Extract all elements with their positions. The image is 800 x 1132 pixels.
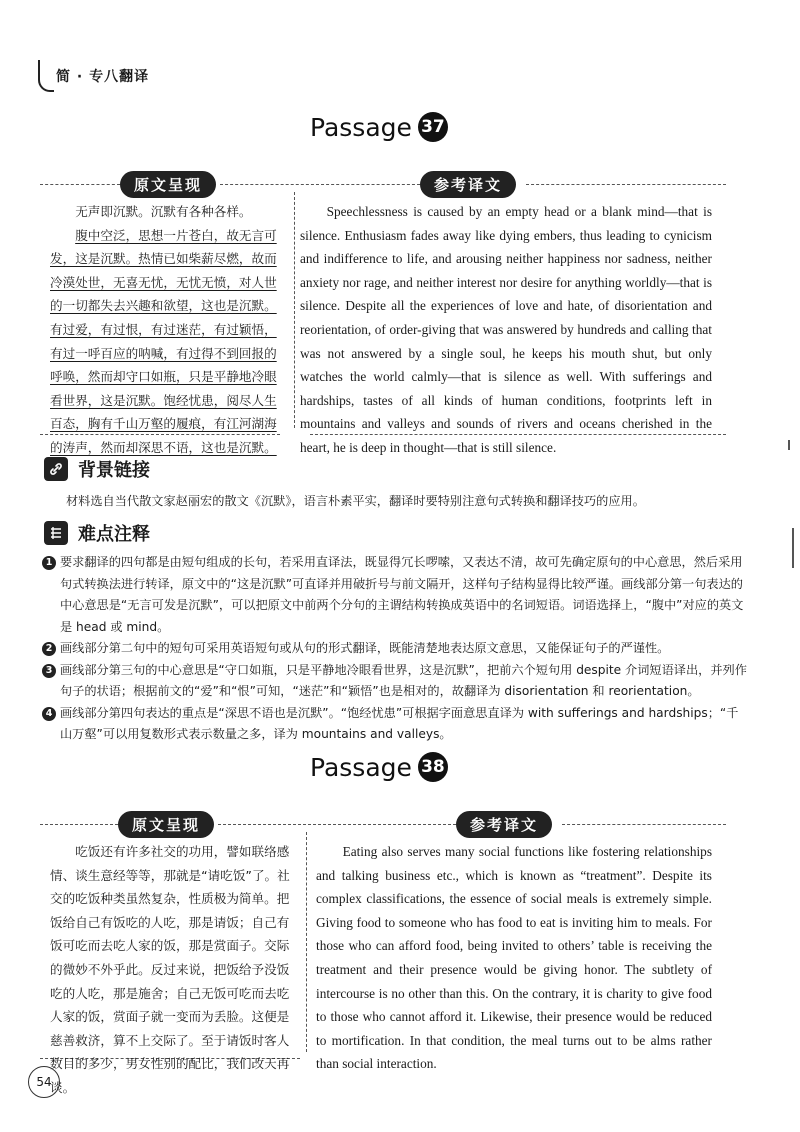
translation-paragraph: Speechlessness is caused by an empty head or a blank mind—that is silence. Enthusiasm fades away like dying embers, thus leading to cynicism and indifference to life, and arousing neither happiness nor sadness, neither anxiety nor rage, and neither interest nor desire for anything worldly—that is silence. Despite all the experiences of love and hate, of disorientation and reorientation, of order-giving that was answered by hundreds and calling that was not answered by a single soul, he keeps his mouth shut, but only watches the world calmly—that is silence as well. With sufferings and hardships, tastes of all kinds of human conditions, footprints left in mountains and valleys and sounds of rivers and oceans cherished in the heart, he is deep in thought—that is still silence. <box>300 204 712 455</box>
passage-37-title <box>310 112 448 142</box>
notes-heading <box>44 520 150 546</box>
note-text: 要求翻译的四句都是由短句组成的长句，若采用直译法，既显得冗长啰嗦，又表达不清，故可先确定原句的中心意思，然后采用句式转换法进行转译，原文中的“这是沉默”可直译并用破折号与前文隔开，这样句子结构显得比较严谨。画线部分第一句表达的中心意思是“无言可发是沉默”，可以把原文中前两个分句的主谓结构转换成英语中的名词短语。词语选择上，“腹中”对应的英文是 head 或 mind。 <box>60 555 744 634</box>
passage-title-text: Passage <box>310 752 412 782</box>
passage-38-title <box>310 752 448 782</box>
scan-mark <box>792 528 794 568</box>
notes-list <box>42 552 748 746</box>
passage-number-badge: 38 <box>418 752 448 782</box>
note-number: 1 <box>42 556 56 570</box>
divider-line <box>562 824 726 825</box>
note-item <box>42 703 748 746</box>
note-number: 4 <box>42 707 56 721</box>
scan-mark <box>788 440 790 450</box>
translation-tag: 参考译文 <box>456 811 552 838</box>
note-text: 画线部分第二句中的短句可采用英语短句或从句的形式翻译，既能清楚地表达原文意思，又能保证句子的严谨性。 <box>60 641 670 655</box>
translation-paragraph: Eating also serves many social functions like fostering relationships and talking business etc., which is known as “treatment”. Despite its complex classifications, the essence of social meals is extremely simple. Giving food to someone who has food to eat is inviting him to meals. For those who can afford food, being invited to others’ table is receiving the treatment and their presence would be giving honor. The subtlety of intercourse is no other than this. On the contrary, it is charity to give food to those who cannot afford it. Likewise, their presence would be reduced to mortification. In that condition, the meal turns out to be alms rather than social interaction. <box>316 844 712 1072</box>
note-text: 画线部分第四句表达的重点是“深思不语也是沉默”。“饱经忧患”可根据字面意思直译为 with sufferings and hardships；“千山万壑”可以用复数形式表示数量之多，译为 mountains and valleys。 <box>60 705 739 741</box>
source-text-tag: 原文呈现 <box>118 811 214 838</box>
source-paragraph-underlined: 腹中空泛，思想一片苍白，故无言可发，这是沉默。热情已如柴薪尽燃，故而冷漠处世，无喜无忧，无忧无愤，对人世的一切都失去兴趣和欲望，这也是沉默。有过爱，有过恨，有过迷茫，有过颖悟，有过一呼百应的呐喊，有过得不到回报的呼唤，然而却守口如瓶，只是平静地冷眼看世界，这是沉默。饱经忧患，阅尽人生百态，胸有千山万壑的履痕，有江河湖海的涛声，然而却深思不语，这也是沉默。 <box>50 227 277 455</box>
divider-line <box>526 184 726 185</box>
divider-line <box>40 824 118 825</box>
passage-38-source-text <box>50 840 294 1100</box>
note-item <box>42 552 748 638</box>
running-header: 简 · 专八翻译 <box>56 69 150 85</box>
passage-37-source-text <box>50 200 278 460</box>
divider-line <box>220 184 420 185</box>
source-text-tag: 原文呈现 <box>120 171 216 198</box>
passage-38-translation <box>316 840 712 1076</box>
translation-tag: 参考译文 <box>420 171 516 198</box>
column-divider <box>294 192 295 428</box>
divider-line <box>40 184 120 185</box>
background-heading <box>44 456 150 482</box>
link-icon <box>44 457 68 481</box>
note-number: 2 <box>42 642 56 656</box>
passage-37-translation <box>300 200 712 460</box>
source-paragraph: 无声即沉默。沉默有各种各样。 <box>75 204 252 219</box>
notes-title: 难点注释 <box>78 524 150 545</box>
passage-title-text: Passage <box>310 112 412 142</box>
background-text: 材料选自当代散文家赵丽宏的散文《沉默》，语言朴素平实，翻译时要特别注意句式转换和翻译技巧的应用。 <box>66 494 645 508</box>
divider-line <box>218 824 456 825</box>
column-divider <box>306 832 307 1052</box>
header-bracket <box>38 60 54 92</box>
source-paragraph: 吃饭还有许多社交的功用，譬如联络感情、谈生意经等等，那就是“请吃饭”了。社交的吃饭种类虽然复杂，性质极为简单。把饭给自己有饭吃的人吃，那是请饭；自己有饭可吃而去吃人家的饭，那是赏面子。交际的微妙不外乎此。反过来说，把饭给予没饭吃的人吃，那是施舍；自己无饭可吃而去吃人家的饭，赏面子就一变而为丢脸。这便是慈善救济，算不上交际了。至于请饭时客人数目的多少，男女性别的配比，我们改天再谈。 <box>50 844 290 1095</box>
background-title: 背景链接 <box>78 460 150 481</box>
note-number: 3 <box>42 664 56 678</box>
passage-number-badge: 37 <box>418 112 448 142</box>
note-item <box>42 638 748 660</box>
note-item <box>42 660 748 703</box>
list-icon <box>44 521 68 545</box>
note-text: 画线部分第三句的中心意思是“守口如瓶，只是平静地冷眼看世界，这是沉默”，把前六个短句用 despite 介词短语译出，并列作句子的状语；根据前文的“爱”和“恨”可知，“迷茫”和“颖悟”也是相对的，故翻译为 disorientation 和 reorientation。 <box>60 662 747 698</box>
page-number: 54 <box>28 1066 60 1098</box>
